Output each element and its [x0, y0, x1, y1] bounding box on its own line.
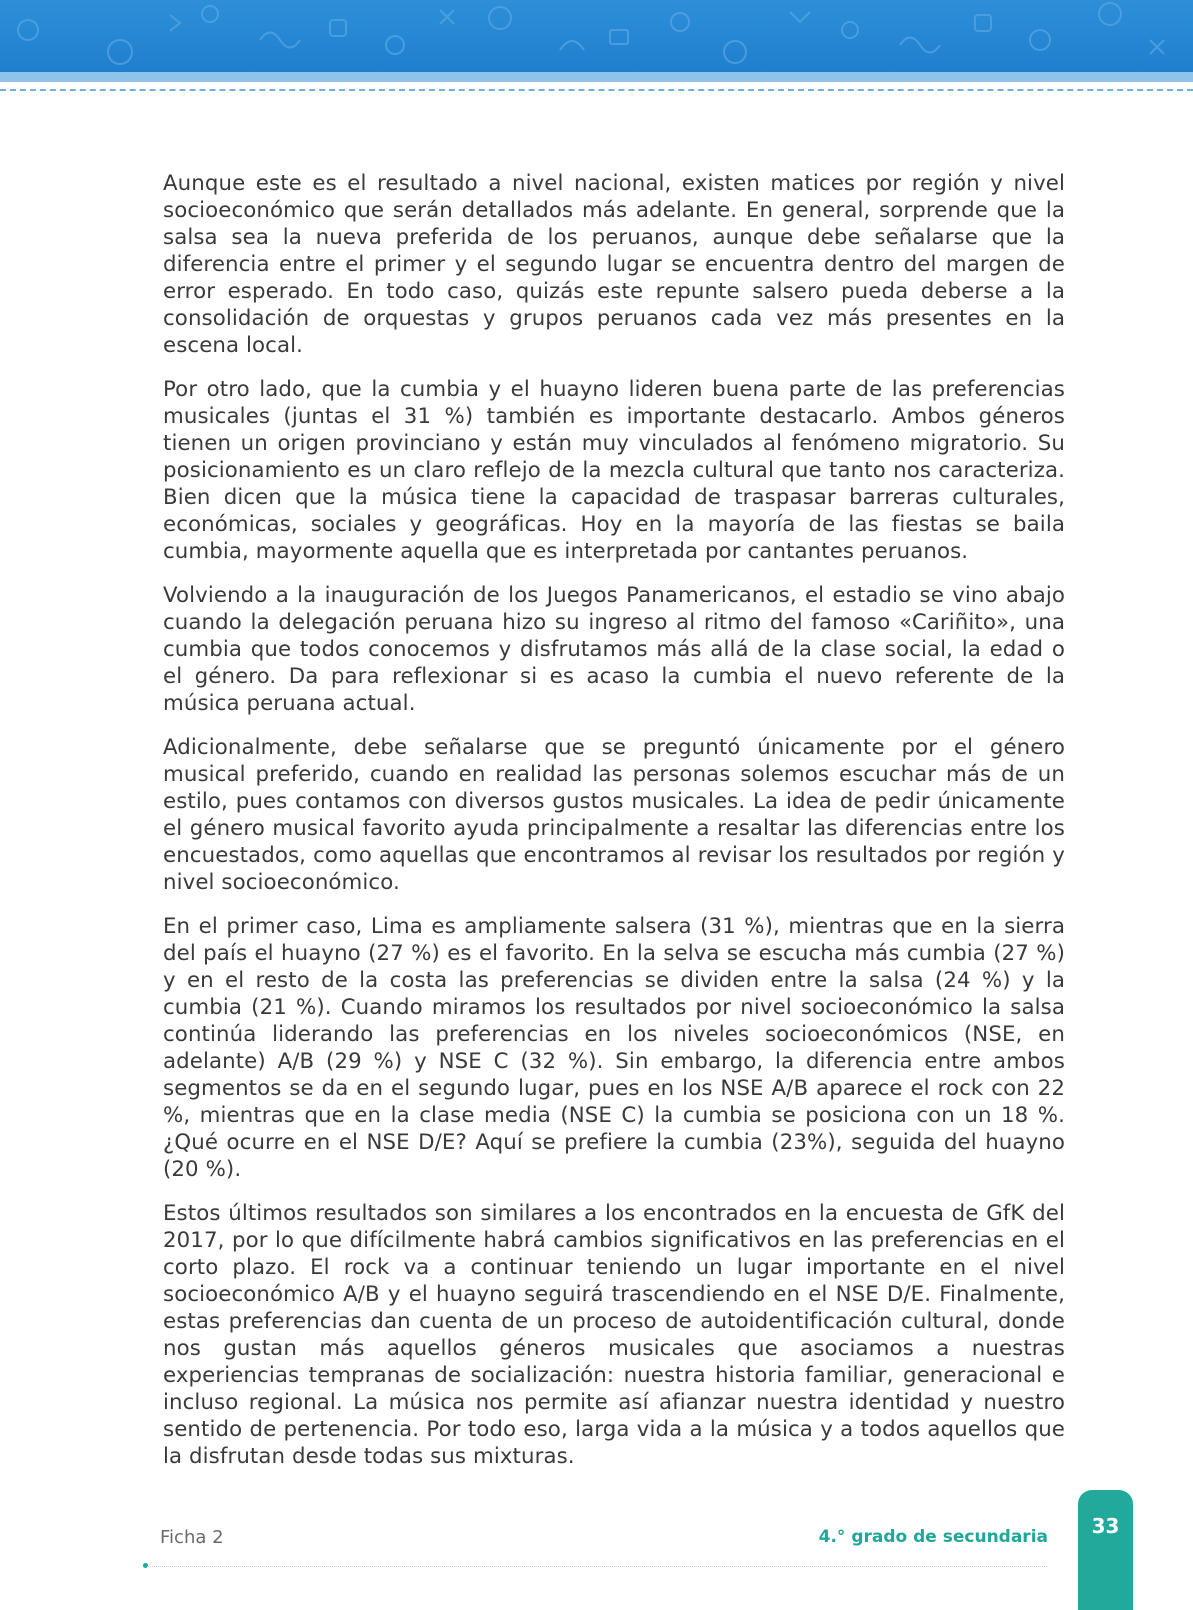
- paragraph: Volviendo a la inauguración de los Juegos Panamericanos, el estadio se vino abajo cuando la delegación peruana hizo su ingreso al ritmo del famoso «Cariñito», una cumbia que todos conocemos y disfrutamos más allá de la clase social, la edad o el género. Da para reflexionar si es acaso la cumbia el nuevo referente de la música peruana actual.: [163, 583, 1065, 716]
- page-number-tab: [1078, 1490, 1133, 1610]
- header-doodle-pattern: [0, 0, 1193, 72]
- paragraph: Aunque este es el resultado a nivel nacional, existen matices por región y nivel socioeconómico que serán detallados más adelante. En general, sorprende que la salsa sea la nueva preferida de los peruanos, aunque debe señalarse que la diferencia entre el primer y el segundo lugar se encuentra dentro del margen de error esperado. En todo caso, quizás este repunte salsero pueda deberse a la consolidación de orquestas y grupos peruanos cada vez más presentes en la escena local.: [163, 171, 1065, 358]
- paragraph: Estos últimos resultados son similares a los encontrados en la encuesta de GfK del 2017, por lo que difícilmente habrá cambios significativos en las preferencias en el corto plazo. El rock va a continuar teniendo un lugar importante en el nivel socioeconómico A/B y el huayno seguirá trascendiendo en el NSE D/E. Finalmente, estas preferencias dan cuenta de un proceso de autoidentificación cultural, donde nos gustan más aquellos géneros musicales que asociamos a nuestras experiencias tempranas de socialización: nuestra historia familiar, generacional e incluso regional. La música nos permite así afianzar nuestra identidad y nuestro sentido de pertenencia. Por todo eso, larga vida a la música y a todos aquellos que la disfrutan desde todas sus mixturas.: [163, 1201, 1065, 1469]
- paragraph: Por otro lado, que la cumbia y el huayno lideren buena parte de las preferencias musicales (juntas el 31 %) también es importante destacarlo. Ambos géneros tienen un origen provinciano y están muy vinculados al fenómeno migratorio. Su posicionamiento es un claro reflejo de la mezcla cultural que tanto nos caracteriza. Bien dicen que la música tiene la capacidad de traspasar barreras culturales, económicas, sociales y geográficas. Hoy en la mayoría de las fiestas se baila cumbia, mayormente aquella que es interpretada por cantantes peruanos.: [163, 377, 1065, 564]
- paragraph: Adicionalmente, debe señalarse que se preguntó únicamente por el género musical preferido, cuando en realidad las personas solemos escuchar más de un estilo, pues contamos con diversos gustos musicales. La idea de pedir únicamente el género musical favorito ayuda principalmente a resaltar las diferencias entre los encuestados, como aquellas que encontramos al revisar los resultados por región y nivel socioeconómico.: [163, 735, 1065, 895]
- header-stripe: [0, 72, 1193, 82]
- footer-divider: [147, 1566, 1047, 1567]
- article-body: [163, 170, 1065, 1487]
- paragraph: En el primer caso, Lima es ampliamente salsera (31 %), mientras que en la sierra del país el huayno (27 %) es el favorito. En la selva se escucha más cumbia (27 %) y en el resto de la costa las preferencias se dividen entre la salsa (24 %) y la cumbia (21 %). Cuando miramos los resultados por nivel socioeconómico la salsa continúa liderando las preferencias en los niveles socioeconómicos (NSE, en adelante) A/B (29 %) y NSE C (32 %). Sin embargo, la diferencia entre ambos segmentos se da en el segundo lugar, pues en los NSE A/B aparece el rock con 22 %, mientras que en la clase media (NSE C) la cumbia se posiciona con un 18 %. ¿Qué ocurre en el NSE D/E? Aquí se prefiere la cumbia (23%), seguida del huayno (20 %).: [163, 914, 1065, 1182]
- header-dashed-line: [0, 89, 1193, 91]
- footer-grade-label: 4.° grado de secundaria: [818, 1527, 1048, 1547]
- header-banner: [0, 0, 1193, 72]
- page-number: 33: [1091, 1514, 1120, 1538]
- footer-section-label: Ficha 2: [160, 1527, 224, 1548]
